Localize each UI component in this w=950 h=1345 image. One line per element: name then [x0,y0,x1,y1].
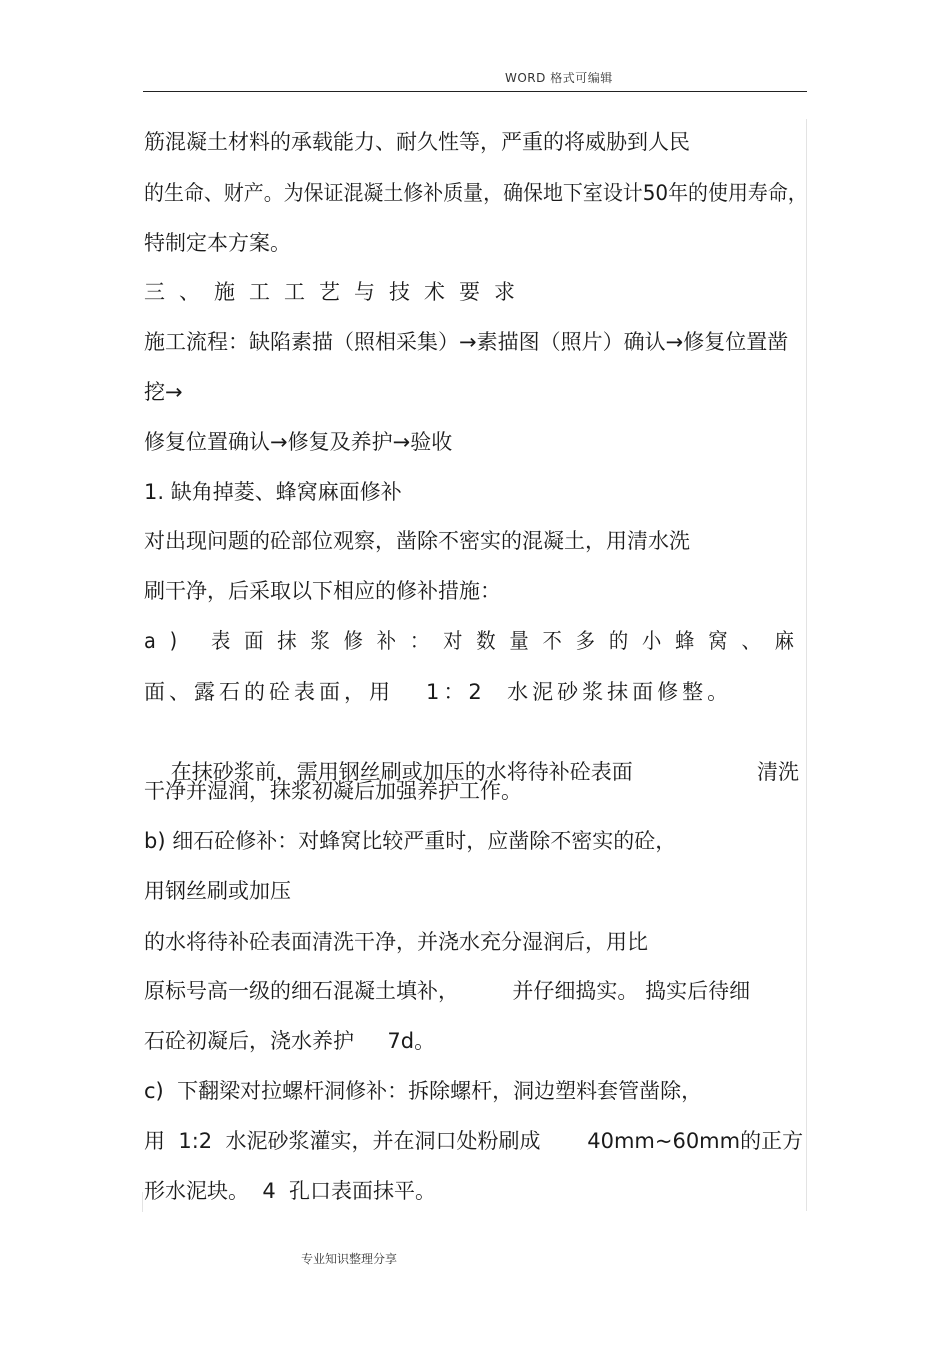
page-footer-text: 专业知识整理分享 [301,1252,398,1266]
body-line: 挖→ [144,380,183,404]
body-line: 面、露石的砼表面，用 1：2 水泥砂浆抹面修整。 [144,680,733,704]
body-line: 修复位置确认→修复及养护→验收 [144,430,453,454]
body-line: 对出现问题的砼部位观察，凿除不密实的混凝土，用清水洗 [144,529,690,553]
body-line: 原标号高一级的细石混凝土填补， 并仔细捣实。 捣实后待细 [144,979,751,1003]
body-line: 的生命、财产。为保证混凝土修补质量，确保地下室设计50年的使用寿命， [144,181,808,205]
body-line: a) 表面抹浆修补：对数量不多的小蜂窝、麻 [144,629,808,653]
body-line-tail: 清洗 [757,760,799,784]
body-line: 形水泥块。 4 孔口表面抹平。 [144,1179,437,1203]
body-line: 的水将待补砼表面清洗干净，并浇水充分湿润后，用比 [144,930,648,954]
body-line: 刷干净，后采取以下相应的修补措施： [144,579,501,603]
body-line: 用钢丝刷或加压 [144,879,291,903]
body-line: b) 细石砼修补：对蜂窝比较严重时，应凿除不密实的砼， [144,829,677,853]
content-frame-right-border [806,119,807,1211]
body-line-text: 在抹砂浆前，需用钢丝刷或加压的水将待补砼表面 [170,760,633,784]
body-line: 特制定本方案。 [144,231,291,255]
body-line: 干净并湿润，抹浆初凝后加强养护工作。 [144,779,522,803]
header-divider [143,91,807,92]
content-frame-left-border [142,1192,143,1212]
body-line: 石砼初凝后，浇水养护 7d。 [144,1029,436,1053]
body-line: 施工流程：缺陷素描（照相采集）→素描图（照片）确认→修复位置凿 [144,330,789,354]
body-line: 用 1:2 水泥砂浆灌实，并在洞口处粉刷成 40mm~60mm的正方 [144,1129,804,1153]
section-heading: 三、施工工艺与技术要求 [144,280,529,304]
page-header-title: WORD 格式可编辑 [505,71,613,85]
subsection-heading: 1. 缺角掉菱、蜂窝麻面修补 [144,480,402,504]
body-line: 筋混凝土材料的承载能力、耐久性等，严重的将威胁到人民 [144,130,690,154]
body-line: c) 下翻梁对拉螺杆洞修补：拆除螺杆，洞边塑料套管凿除， [144,1079,703,1103]
body-line [144,727,806,784]
